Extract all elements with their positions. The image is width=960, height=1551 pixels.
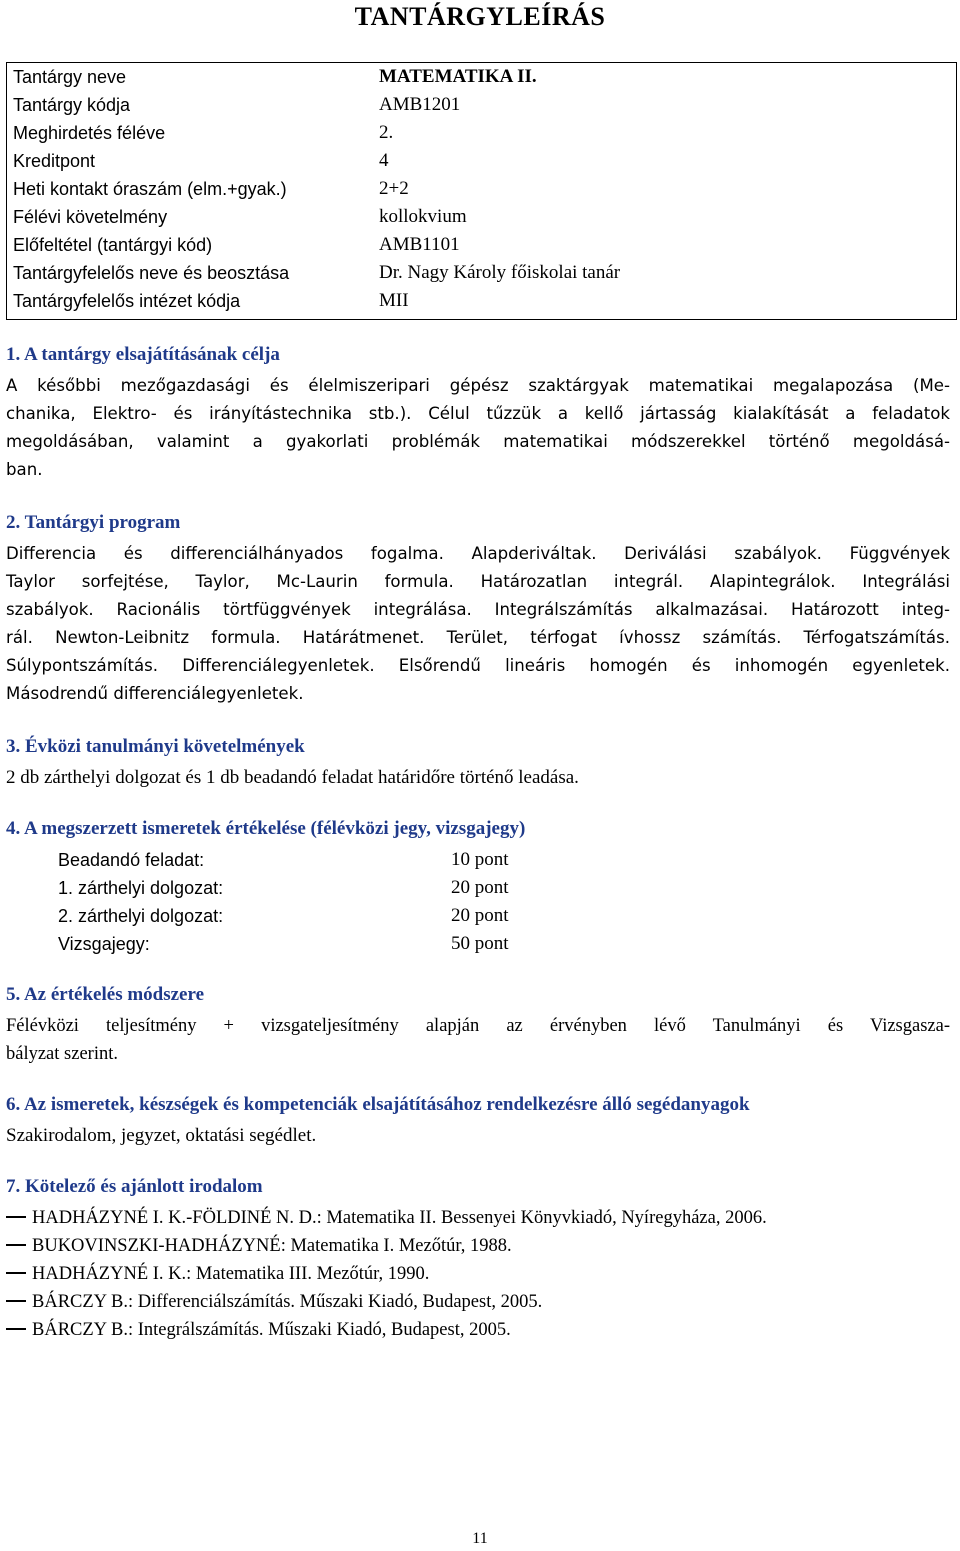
section-heading-literature: 7. Kötelező és ajánlott irodalom	[6, 1176, 263, 1197]
text-line: Súlypontszámítás. Differenciálegyenletek. Elsőrendű lineáris homogén és inhomogén egyenletek.	[6, 656, 950, 675]
grade-label: 2. zárthelyi dolgozat:	[58, 906, 224, 926]
info-label: Előfeltétel (tantárgyi kód)	[13, 235, 213, 255]
info-row	[7, 259, 956, 287]
literature-text: BUKOVINSZKI-HADHÁZYNÉ: Matematika I. Mezőtúr, 1988.	[32, 1236, 512, 1256]
text-line: bályzat szerint.	[6, 1044, 118, 1064]
literature-text: HADHÁZYNÉ I. K.: Matematika III. Mezőtúr, 1990.	[32, 1264, 430, 1284]
dash-bullet	[6, 1244, 26, 1246]
text-line: Taylor sorfejtése, Taylor, Mc-Laurin formula. Határozatlan integrál. Alapintegrálok. Integrálási	[6, 572, 950, 591]
info-value: MII	[379, 290, 409, 311]
info-value: Dr. Nagy Károly főiskolai tanár	[379, 262, 621, 283]
text-line: megoldásában, valamint a gyakorlati problémák matematikai módszerekkel történő megoldásá-	[6, 432, 950, 451]
section-materials-text: Szakirodalom, jegyzet, oktatási segédlet.	[6, 1125, 317, 1146]
section-goal-text	[6, 372, 950, 484]
section-heading-materials: 6. Az ismeretek, készségek és kompetenciák elsajátításához rendelkezésre álló segédanyagok	[6, 1094, 750, 1115]
section-heading-requirements: 3. Évközi tanulmányi követelmények	[6, 736, 305, 757]
info-row	[7, 63, 956, 91]
info-row	[7, 287, 956, 315]
info-label: Heti kontakt óraszám (elm.+gyak.)	[13, 179, 287, 199]
info-label: Tantárgyfelelős intézet kódja	[13, 291, 241, 311]
info-value: 2+2	[379, 178, 409, 199]
info-row	[7, 147, 956, 175]
literature-item	[6, 1260, 429, 1288]
grade-label: 1. zárthelyi dolgozat:	[58, 878, 224, 898]
text-line: A későbbi mezőgazdasági és élelmiszeripari gépész szaktárgyak matematikai megalapozása (Me-	[6, 376, 950, 395]
info-label: Tantárgy neve	[13, 67, 127, 87]
document-title: TANTÁRGYLEÍRÁS	[354, 2, 606, 31]
literature-item	[6, 1232, 512, 1260]
info-value: AMB1101	[379, 234, 460, 255]
page-number: 11	[472, 1530, 488, 1547]
info-label: Meghirdetés féléve	[13, 123, 166, 143]
literature-text: BÁRCZY B.: Differenciálszámítás. Műszaki Kiadó, Budapest, 2005.	[32, 1292, 543, 1312]
literature-item	[6, 1204, 767, 1232]
info-value: 4	[379, 150, 389, 171]
section-program-text	[6, 540, 950, 708]
text-line: rál. Newton-Leibnitz formula. Határátmenet. Terület, térfogat ívhossz számítás. Térfogatszámítás.	[6, 628, 950, 647]
grade-value: 50 pont	[451, 933, 509, 954]
text-line: Másodrendű differenciálegyenletek.	[6, 684, 304, 703]
text-line: ban.	[6, 460, 43, 479]
literature-item	[6, 1288, 542, 1316]
info-row	[7, 203, 956, 231]
section-requirements-text: 2 db zárthelyi dolgozat és 1 db beadandó feladat határidőre történő leadása.	[6, 767, 579, 788]
info-row	[7, 175, 956, 203]
dash-bullet	[6, 1328, 26, 1330]
info-label: Félévi követelmény	[13, 207, 168, 227]
grade-label: Vizsgajegy:	[58, 934, 150, 954]
info-row	[7, 91, 956, 119]
info-row	[7, 231, 956, 259]
info-label: Kreditpont	[13, 151, 96, 171]
grade-label: Beadandó feladat:	[58, 850, 205, 870]
section-method-text	[6, 1012, 950, 1068]
text-line: Differencia és differenciálhányados fogalma. Alapderiváltak. Deriválási szabályok. Függvények	[6, 544, 950, 563]
info-label: Tantárgyfelelős neve és beosztása	[13, 263, 290, 283]
literature-text: HADHÁZYNÉ I. K.-FÖLDINÉ N. D.: Matematika II. Bessenyei Könyvkiadó, Nyíregyháza, 2006.	[32, 1208, 767, 1228]
section-heading-evaluation: 4. A megszerzett ismeretek értékelése (félévközi jegy, vizsgajegy)	[6, 818, 526, 839]
grade-value: 10 pont	[451, 849, 509, 870]
text-line: Félévközi teljesítmény + vizsgateljesítmény alapján az érvényben lévő Tanulmányi és Vizsgasza-	[6, 1016, 950, 1036]
section-heading-method: 5. Az értékelés módszere	[6, 984, 205, 1005]
text-line: chanika, Elektro- és irányítástechnika stb.). Célul tűzzük a kellő jártasság kialakítását a feladatok	[6, 404, 950, 423]
info-value: AMB1201	[379, 94, 461, 115]
dash-bullet	[6, 1300, 26, 1302]
info-label: Tantárgy kódja	[13, 95, 131, 115]
grade-value: 20 pont	[451, 877, 509, 898]
section-heading-goal: 1. A tantárgy elsajátításának célja	[6, 344, 280, 365]
dash-bullet	[6, 1272, 26, 1274]
info-value: MATEMATIKA II.	[379, 66, 537, 87]
dash-bullet	[6, 1216, 26, 1218]
text-line: szabályok. Racionális törtfüggvények integrálása. Integrálszámítás alkalmazásai. Határozott integ-	[6, 600, 950, 619]
info-value: 2.	[379, 122, 394, 143]
grade-value: 20 pont	[451, 905, 509, 926]
section-heading-program: 2. Tantárgyi program	[6, 512, 181, 533]
info-row	[7, 119, 956, 147]
literature-item	[6, 1316, 511, 1344]
literature-text: BÁRCZY B.: Integrálszámítás. Műszaki Kiadó, Budapest, 2005.	[32, 1320, 511, 1340]
info-value: kollokvium	[379, 206, 467, 227]
course-info-table	[6, 62, 957, 320]
